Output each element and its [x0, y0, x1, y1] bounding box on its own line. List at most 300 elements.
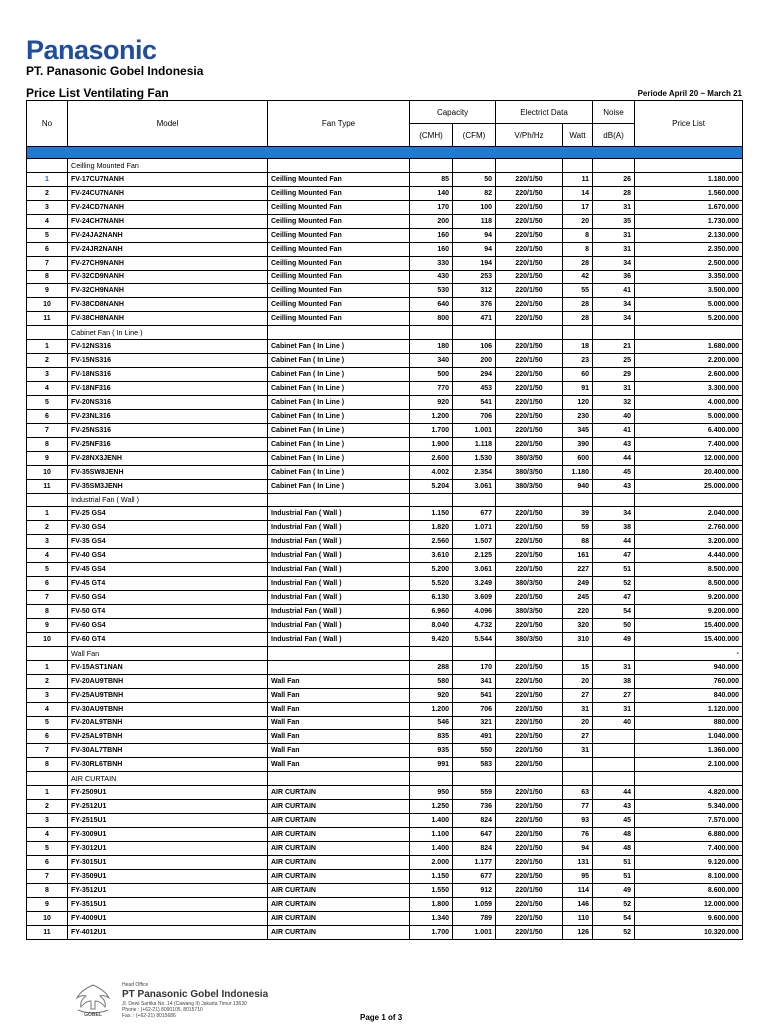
- cell-model: FV-38CD8NANH: [68, 298, 268, 312]
- cell-v: 380/3/50: [496, 465, 563, 479]
- cell-no: 6: [27, 855, 68, 869]
- cell-v: 220/1/50: [496, 883, 563, 897]
- cell-watt: 93: [563, 814, 593, 828]
- empty-cell: [563, 646, 593, 660]
- cell-v: 220/1/50: [496, 786, 563, 800]
- cell-model: FV-35SW8JENH: [68, 465, 268, 479]
- cell-model: FV-50 GT4: [68, 605, 268, 619]
- cell-model: FY-3515U1: [68, 897, 268, 911]
- empty-cell: [410, 493, 453, 507]
- cell-no: 1: [27, 340, 68, 354]
- cell-cmh: 920: [410, 395, 453, 409]
- table-row: [27, 535, 743, 549]
- cell-v: 220/1/50: [496, 618, 563, 632]
- header-noise: Noise: [593, 101, 635, 124]
- cell-cmh: 1.900: [410, 437, 453, 451]
- cell-model: FV-50 GS4: [68, 591, 268, 605]
- cell-db: 52: [593, 925, 635, 939]
- cell-cmh: 1.150: [410, 869, 453, 883]
- cell-no: 9: [27, 451, 68, 465]
- cell-cfm: 706: [453, 702, 496, 716]
- cell-model: FV-24CU7NANH: [68, 186, 268, 200]
- cell-cmh: 9.420: [410, 632, 453, 646]
- cell-cfm: 3.609: [453, 591, 496, 605]
- empty-cell: [635, 159, 743, 173]
- cell-v: 380/3/50: [496, 632, 563, 646]
- cell-type: Industrial Fan ( Wall ): [268, 577, 410, 591]
- table-row: [27, 549, 743, 563]
- cell-cfm: 4.732: [453, 618, 496, 632]
- cell-v: 220/1/50: [496, 869, 563, 883]
- gobel-seal-icon: [72, 982, 114, 1018]
- cell-db: 31: [593, 200, 635, 214]
- table-row: [27, 382, 743, 396]
- table-row: [27, 200, 743, 214]
- cell-v: 220/1/50: [496, 730, 563, 744]
- cell-cmh: 2.000: [410, 855, 453, 869]
- cell-type: Industrial Fan ( Wall ): [268, 591, 410, 605]
- cell-watt: 23: [563, 354, 593, 368]
- cell-cmh: 1.200: [410, 702, 453, 716]
- cell-no: 5: [27, 395, 68, 409]
- cell-db: 43: [593, 800, 635, 814]
- cell-price: 8.500.000: [635, 577, 743, 591]
- cell-price: 2.200.000: [635, 354, 743, 368]
- cell-cmh: 6.960: [410, 605, 453, 619]
- cell-watt: 88: [563, 535, 593, 549]
- cell-watt: 20: [563, 674, 593, 688]
- cell-no: 5: [27, 716, 68, 730]
- cell-price: 5.000.000: [635, 409, 743, 423]
- cell-v: 220/1/50: [496, 340, 563, 354]
- cell-price: 2.600.000: [635, 368, 743, 382]
- table-row: [27, 228, 743, 242]
- cell-price: 2.500.000: [635, 256, 743, 270]
- cell-type: AIR CURTAIN: [268, 897, 410, 911]
- header-model: Model: [68, 101, 268, 147]
- cell-watt: 230: [563, 409, 593, 423]
- cell-watt: 161: [563, 549, 593, 563]
- cell-model: FV-60 GT4: [68, 632, 268, 646]
- cell-cmh: 991: [410, 758, 453, 772]
- cell-cmh: 1.400: [410, 841, 453, 855]
- cell-model: FV-15AST1NAN: [68, 660, 268, 674]
- cell-v: 220/1/50: [496, 270, 563, 284]
- cell-cfm: 341: [453, 674, 496, 688]
- cell-v: 380/3/50: [496, 451, 563, 465]
- empty-cell: [496, 159, 563, 173]
- cell-db: 29: [593, 368, 635, 382]
- cell-watt: 20: [563, 214, 593, 228]
- cell-v: 220/1/50: [496, 507, 563, 521]
- cell-db: 49: [593, 632, 635, 646]
- category-row: [27, 493, 743, 507]
- header-dba: dB(A): [593, 124, 635, 147]
- empty-cell: [453, 159, 496, 173]
- cell-cmh: 5.200: [410, 563, 453, 577]
- cell-price: 4.440.000: [635, 549, 743, 563]
- empty-cell: [496, 493, 563, 507]
- cell-watt: 31: [563, 744, 593, 758]
- cell-cfm: 471: [453, 312, 496, 326]
- cell-cfm: 491: [453, 730, 496, 744]
- cell-v: 220/1/50: [496, 855, 563, 869]
- cell-no: 7: [27, 256, 68, 270]
- cell-watt: 11: [563, 172, 593, 186]
- cell-db: 44: [593, 786, 635, 800]
- cell-model: FY-3012U1: [68, 841, 268, 855]
- cell-model: FV-60 GS4: [68, 618, 268, 632]
- cell-price: 9.200.000: [635, 605, 743, 619]
- cell-model: FV-32CH9NANH: [68, 284, 268, 298]
- cell-cfm: 647: [453, 828, 496, 842]
- cell-watt: 320: [563, 618, 593, 632]
- cell-db: 31: [593, 702, 635, 716]
- cell-type: Cabinet Fan ( In Line ): [268, 340, 410, 354]
- cell-db: [593, 758, 635, 772]
- empty-cell: [27, 772, 68, 786]
- empty-cell: [563, 493, 593, 507]
- table-row: [27, 855, 743, 869]
- cell-no: 7: [27, 744, 68, 758]
- cell-model: FV-35 GS4: [68, 535, 268, 549]
- cell-type: Wall Fan: [268, 688, 410, 702]
- cell-db: 34: [593, 298, 635, 312]
- cell-model: FV-30AL7TBNH: [68, 744, 268, 758]
- table-row: [27, 814, 743, 828]
- cell-model: FV-24CD7NANH: [68, 200, 268, 214]
- cell-watt: 28: [563, 312, 593, 326]
- empty-cell: [496, 326, 563, 340]
- cell-type: AIR CURTAIN: [268, 855, 410, 869]
- cell-cfm: 3.249: [453, 577, 496, 591]
- cell-v: 220/1/50: [496, 549, 563, 563]
- cell-no: 8: [27, 605, 68, 619]
- category-row: [27, 159, 743, 173]
- cell-cmh: 580: [410, 674, 453, 688]
- cell-watt: 249: [563, 577, 593, 591]
- cell-model: FV-30AU9TBNH: [68, 702, 268, 716]
- page-number: Page 1 of 3: [360, 1013, 403, 1022]
- cell-cmh: 170: [410, 200, 453, 214]
- cell-db: 34: [593, 312, 635, 326]
- cell-cmh: 180: [410, 340, 453, 354]
- cell-cfm: 5.544: [453, 632, 496, 646]
- empty-cell: [27, 326, 68, 340]
- cell-db: 31: [593, 382, 635, 396]
- cell-watt: 60: [563, 368, 593, 382]
- cell-db: 34: [593, 507, 635, 521]
- cell-cmh: 1.100: [410, 828, 453, 842]
- header-cfm: (CFM): [453, 124, 496, 147]
- table-row: [27, 395, 743, 409]
- category-name: Ceilling Mounted Fan: [68, 159, 268, 173]
- cell-type: Industrial Fan ( Wall ): [268, 507, 410, 521]
- cell-watt: 18: [563, 340, 593, 354]
- table-row: [27, 507, 743, 521]
- cell-v: 220/1/50: [496, 535, 563, 549]
- table-row: [27, 368, 743, 382]
- period-label: Periode April 20 ~ March 21: [637, 89, 742, 98]
- cell-cmh: 1.340: [410, 911, 453, 925]
- category-row: [27, 326, 743, 340]
- cell-price: 20.400.000: [635, 465, 743, 479]
- cell-cfm: 3.061: [453, 563, 496, 577]
- cell-price: 10.320.000: [635, 925, 743, 939]
- cell-price: 7.400.000: [635, 437, 743, 451]
- cell-cmh: 1.820: [410, 521, 453, 535]
- cell-watt: 27: [563, 730, 593, 744]
- head-office-label: Head Office: [122, 982, 149, 988]
- cell-no: 7: [27, 869, 68, 883]
- cell-cfm: 1.118: [453, 437, 496, 451]
- cell-cmh: 160: [410, 242, 453, 256]
- table-row: [27, 911, 743, 925]
- cell-cfm: 294: [453, 368, 496, 382]
- cell-type: Industrial Fan ( Wall ): [268, 632, 410, 646]
- cell-no: 8: [27, 758, 68, 772]
- cell-no: 11: [27, 312, 68, 326]
- cell-watt: 77: [563, 800, 593, 814]
- cell-no: 8: [27, 437, 68, 451]
- category-row: [27, 772, 743, 786]
- cell-watt: 59: [563, 521, 593, 535]
- cell-no: 3: [27, 535, 68, 549]
- blue-separator-row: [27, 147, 743, 159]
- empty-cell: [268, 326, 410, 340]
- cell-model: FV-45 GS4: [68, 563, 268, 577]
- table-row: [27, 312, 743, 326]
- cell-v: 220/1/50: [496, 911, 563, 925]
- empty-cell: [563, 772, 593, 786]
- cell-cmh: 1.700: [410, 925, 453, 939]
- cell-db: 52: [593, 577, 635, 591]
- cell-no: 2: [27, 521, 68, 535]
- cell-type: Cabinet Fan ( In Line ): [268, 451, 410, 465]
- table-row: [27, 660, 743, 674]
- cell-model: FV-24JR2NANH: [68, 242, 268, 256]
- cell-cmh: 2.560: [410, 535, 453, 549]
- cell-cfm: 194: [453, 256, 496, 270]
- cell-model: FV-27CH9NANH: [68, 256, 268, 270]
- cell-cfm: 1.177: [453, 855, 496, 869]
- cell-no: 10: [27, 911, 68, 925]
- cell-db: 31: [593, 228, 635, 242]
- cell-price: 6.400.000: [635, 423, 743, 437]
- cell-cmh: 530: [410, 284, 453, 298]
- cell-cfm: 541: [453, 688, 496, 702]
- cell-watt: 20: [563, 716, 593, 730]
- cell-price: 840.000: [635, 688, 743, 702]
- fax-line: Fax. : (+62-21) 8015686: [122, 1013, 176, 1019]
- cell-model: FV-15NS316: [68, 354, 268, 368]
- cell-no: 6: [27, 242, 68, 256]
- cell-db: 47: [593, 591, 635, 605]
- cell-v: 220/1/50: [496, 521, 563, 535]
- header-vphhz: V/Ph/Hz: [496, 124, 563, 147]
- cell-db: 28: [593, 186, 635, 200]
- cell-price: 8.600.000: [635, 883, 743, 897]
- cell-cmh: 1.700: [410, 423, 453, 437]
- cell-v: 220/1/50: [496, 563, 563, 577]
- cell-watt: 55: [563, 284, 593, 298]
- cell-watt: 345: [563, 423, 593, 437]
- cell-watt: 227: [563, 563, 593, 577]
- cell-price: 6.880.000: [635, 828, 743, 842]
- cell-cfm: 550: [453, 744, 496, 758]
- cell-model: FV-24JA2NANH: [68, 228, 268, 242]
- cell-price: 8.500.000: [635, 563, 743, 577]
- category-name: AIR CURTAIN: [68, 772, 268, 786]
- cell-cfm: 1.059: [453, 897, 496, 911]
- cell-no: 1: [27, 786, 68, 800]
- cell-v: 220/1/50: [496, 284, 563, 298]
- empty-cell: [496, 772, 563, 786]
- cell-type: AIR CURTAIN: [268, 883, 410, 897]
- empty-cell: [563, 326, 593, 340]
- cell-type: Ceilling Mounted Fan: [268, 242, 410, 256]
- empty-cell: [635, 493, 743, 507]
- cell-type: Ceilling Mounted Fan: [268, 312, 410, 326]
- cell-price: 8.100.000: [635, 869, 743, 883]
- cell-model: FV-38CH8NANH: [68, 312, 268, 326]
- cell-model: FY-4009U1: [68, 911, 268, 925]
- empty-cell: [410, 159, 453, 173]
- footer-address: [122, 1001, 247, 1019]
- header-price-list: Price List: [635, 101, 743, 147]
- cell-cmh: 770: [410, 382, 453, 396]
- cell-no: 8: [27, 883, 68, 897]
- empty-cell: [27, 159, 68, 173]
- table-row: [27, 172, 743, 186]
- cell-type: Wall Fan: [268, 730, 410, 744]
- empty-cell: [593, 326, 635, 340]
- cell-type: Wall Fan: [268, 674, 410, 688]
- cell-v: 220/1/50: [496, 716, 563, 730]
- cell-watt: 310: [563, 632, 593, 646]
- empty-cell: [410, 772, 453, 786]
- cell-type: Wall Fan: [268, 702, 410, 716]
- cell-cfm: 1.530: [453, 451, 496, 465]
- cell-watt: 600: [563, 451, 593, 465]
- cell-v: 220/1/50: [496, 298, 563, 312]
- cell-cmh: 835: [410, 730, 453, 744]
- cell-cfm: 1.001: [453, 423, 496, 437]
- cell-watt: 27: [563, 688, 593, 702]
- cell-db: 38: [593, 674, 635, 688]
- cell-model: FV-30 GS4: [68, 521, 268, 535]
- cell-v: 220/1/50: [496, 702, 563, 716]
- cell-type: Wall Fan: [268, 716, 410, 730]
- table-row: [27, 298, 743, 312]
- cell-cmh: 200: [410, 214, 453, 228]
- cell-type: AIR CURTAIN: [268, 911, 410, 925]
- cell-watt: [563, 758, 593, 772]
- cell-cfm: 200: [453, 354, 496, 368]
- cell-db: 38: [593, 521, 635, 535]
- cell-model: FV-25AL9TBNH: [68, 730, 268, 744]
- cell-model: FV-20AL9TBNH: [68, 716, 268, 730]
- cell-price: 15.400.000: [635, 632, 743, 646]
- price-table: [26, 100, 743, 940]
- header-electric-data: Electrict Data: [496, 101, 593, 124]
- cell-db: 49: [593, 883, 635, 897]
- cell-watt: 245: [563, 591, 593, 605]
- cell-v: 220/1/50: [496, 186, 563, 200]
- cell-model: FV-20AU9TBNH: [68, 674, 268, 688]
- cell-v: 220/1/50: [496, 228, 563, 242]
- cell-no: 3: [27, 688, 68, 702]
- table-row: [27, 284, 743, 298]
- cell-db: 32: [593, 395, 635, 409]
- cell-cmh: 546: [410, 716, 453, 730]
- cell-type: AIR CURTAIN: [268, 828, 410, 842]
- cell-no: 6: [27, 577, 68, 591]
- cell-no: 4: [27, 702, 68, 716]
- cell-cmh: 6.130: [410, 591, 453, 605]
- empty-cell: [453, 646, 496, 660]
- table-row: [27, 688, 743, 702]
- cell-cfm: 824: [453, 841, 496, 855]
- cell-v: 220/1/50: [496, 688, 563, 702]
- cell-price: 1.670.000: [635, 200, 743, 214]
- table-row: [27, 605, 743, 619]
- cell-watt: 28: [563, 298, 593, 312]
- cell-price: 25.000.000: [635, 479, 743, 493]
- cell-type: Ceilling Mounted Fan: [268, 284, 410, 298]
- cell-model: FV-12NS316: [68, 340, 268, 354]
- empty-cell: [453, 326, 496, 340]
- table-row: [27, 465, 743, 479]
- cell-price: 1.360.000: [635, 744, 743, 758]
- phone-line: Phone : (+62-21) 8090105, 8015710: [122, 1007, 203, 1013]
- cell-watt: 1.180: [563, 465, 593, 479]
- cell-db: 25: [593, 354, 635, 368]
- cell-v: 380/3/50: [496, 479, 563, 493]
- cell-no: 1: [27, 507, 68, 521]
- cell-model: FV-35SM3JENH: [68, 479, 268, 493]
- cell-cfm: 50: [453, 172, 496, 186]
- cell-no: 1: [27, 660, 68, 674]
- cell-cfm: 2.125: [453, 549, 496, 563]
- cell-model: FY-2512U1: [68, 800, 268, 814]
- cell-model: FV-18NF316: [68, 382, 268, 396]
- empty-cell: [453, 493, 496, 507]
- cell-price: 9.600.000: [635, 911, 743, 925]
- cell-type: [268, 660, 410, 674]
- cell-no: 9: [27, 897, 68, 911]
- cell-cfm: 94: [453, 242, 496, 256]
- cell-price: 3.300.000: [635, 382, 743, 396]
- cell-type: Ceilling Mounted Fan: [268, 200, 410, 214]
- empty-cell: [496, 646, 563, 660]
- cell-price: 2.760.000: [635, 521, 743, 535]
- cell-db: 34: [593, 256, 635, 270]
- cell-no: 3: [27, 368, 68, 382]
- cell-cmh: 2.600: [410, 451, 453, 465]
- cell-watt: 17: [563, 200, 593, 214]
- cell-price: 1.180.000: [635, 172, 743, 186]
- cell-model: FY-3512U1: [68, 883, 268, 897]
- cell-model: FV-25 GS4: [68, 507, 268, 521]
- cell-no: 10: [27, 632, 68, 646]
- table-row: [27, 744, 743, 758]
- table-row: [27, 354, 743, 368]
- cell-db: 41: [593, 423, 635, 437]
- cell-no: 4: [27, 214, 68, 228]
- cell-price: 12.000.000: [635, 451, 743, 465]
- cell-price: 3.350.000: [635, 270, 743, 284]
